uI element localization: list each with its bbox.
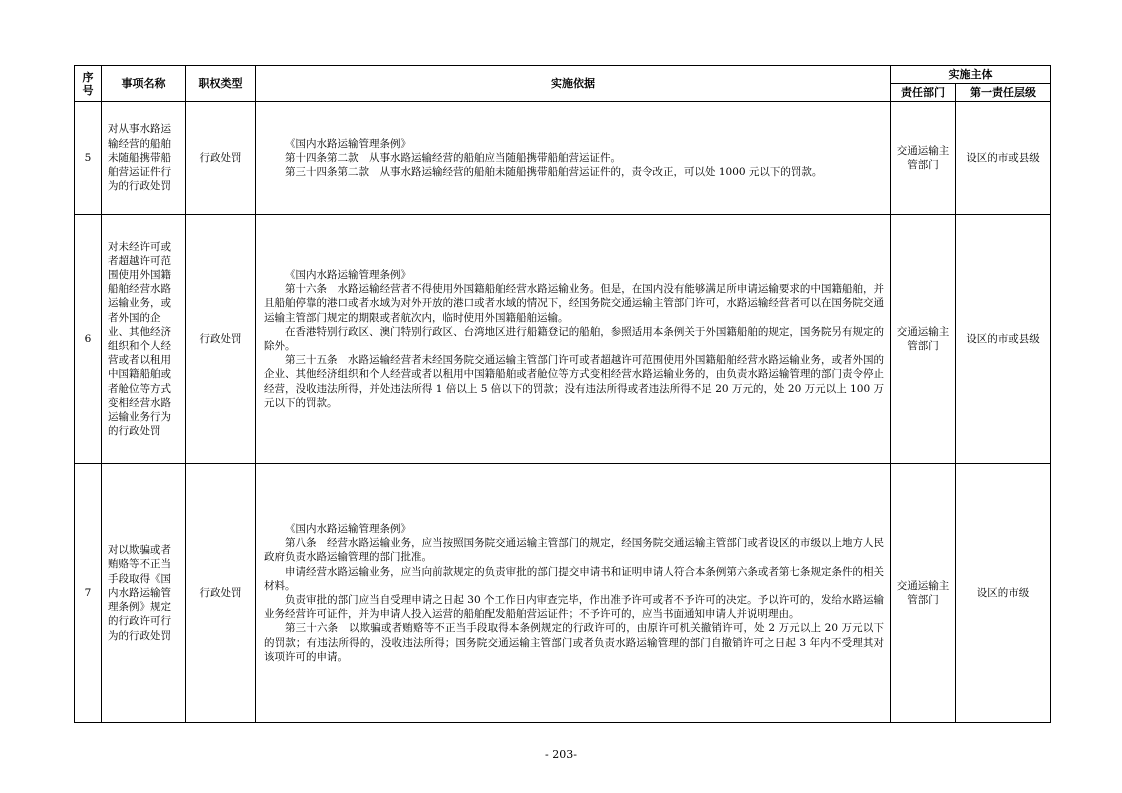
basis-paragraph: 在香港特别行政区、澳门特别行政区、台湾地区进行船籍登记的船舶，参照适用本条例关于外国籍船舶的规定，国务院另有规定的除外。 [264, 325, 884, 352]
permission-table [74, 65, 1051, 723]
item-name: 对以欺骗或者贿赂等不正当手段取得《国内水路运输管理条例》规定的行政许可行为的行政处罚 [102, 464, 186, 723]
page-number: - 203- [545, 748, 577, 761]
basis-title: 《国内水路运输管理条例》 [285, 268, 411, 281]
power-type: 行政处罚 [186, 102, 256, 215]
power-type: 行政处罚 [186, 464, 256, 723]
header-name: 事项名称 [102, 66, 186, 102]
header-basis: 实施依据 [256, 66, 891, 102]
header-type: 职权类型 [186, 66, 256, 102]
basis-paragraph: 第三十五条 水路运输经营者未经国务院交通运输主管部门许可或者超越许可范围使用外国籍船舶经营水路运输业务，或者外国的企业、其他经济组织和个人经营或者以租用中国籍船舶或者舱位等方式变相经营水路运输业务的，由负责水路运输管理的部门责令停止经营，没收违法所得，并处违法所得 1 倍以上 5 倍以下的罚款；没有违法所得或者违法所得不足 20 万元的，处 20 万元以上 100 万元以下的罚款。 [264, 354, 884, 409]
header-dept: 责任部门 [891, 84, 956, 102]
power-type: 行政处罚 [186, 215, 256, 464]
legal-basis [256, 464, 891, 723]
responsible-dept: 交通运输主管部门 [891, 215, 956, 464]
basis-paragraph: 第三十四条第二款 从事水路运输经营的船舶未随船携带船舶营运证件的，责令改正，可以处 1000 元以下的罚款。 [285, 166, 823, 179]
row-number: 6 [75, 215, 102, 464]
responsibility-level: 设区的市级 [956, 464, 1051, 723]
basis-paragraph: 申请经营水路运输业务，应当向前款规定的负责审批的部门提交申请书和证明申请人符合本条例第六条或者第七条规定条件的相关材料。 [264, 565, 884, 592]
responsible-dept: 交通运输主管部门 [891, 102, 956, 215]
table-row [75, 102, 1051, 215]
basis-paragraph: 负责审批的部门应当自受理申请之日起 30 个工作日内审查完毕，作出准予许可或者不予许可的决定。予以许可的，发给水路运输业务经营许可证件，并为申请人投入运营的船舶配发船舶营运证件；不予许可的，应当书面通知申请人并说明理由。 [264, 594, 884, 621]
item-name: 对未经许可或者超越许可范围使用外国籍船舶经营水路运输业务，或者外国的企业、其他经济组织和个人经营或者以租用中国籍船舶或者舱位等方式变相经营水路运输业务行为的行政处罚 [102, 215, 186, 464]
basis-title: 《国内水路运输管理条例》 [285, 522, 411, 535]
header-subject: 实施主体 [891, 66, 1051, 84]
row-number: 7 [75, 464, 102, 723]
header-level: 第一责任层级 [956, 84, 1051, 102]
responsibility-level: 设区的市或县级 [956, 215, 1051, 464]
legal-basis [256, 102, 891, 215]
item-name: 对从事水路运输经营的船舶未随船携带船舶营运证件行为的行政处罚 [102, 102, 186, 215]
row-number: 5 [75, 102, 102, 215]
basis-paragraph: 第十六条 水路运输经营者不得使用外国籍船舶经营水路运输业务。但是，在国内没有能够满足所申请运输要求的中国籍船舶，并且船舶停靠的港口或者水域为对外开放的港口或者水域的情况下，经国务院交通运输主管部门许可，水路运输经营者可以在国务院交通运输主管部门规定的期限或者航次内，临时使用外国籍船舶运输。 [264, 283, 884, 324]
header-seq: 序号 [75, 66, 102, 102]
basis-paragraph: 第三十六条 以欺骗或者贿赂等不正当手段取得本条例规定的行政许可的，由原许可机关撤销许可，处 2 万元以上 20 万元以下的罚款；有违法所得的，没收违法所得；国务院交通运输主管部门或者负责水路运输管理的部门自撤销许可之日起 3 年内不受理其对该项许可的申请。 [264, 622, 884, 663]
responsible-dept: 交通运输主管部门 [891, 464, 956, 723]
table-row [75, 215, 1051, 464]
legal-basis [256, 215, 891, 464]
responsibility-level: 设区的市或县级 [956, 102, 1051, 215]
basis-paragraph: 第八条 经营水路运输业务，应当按照国务院交通运输主管部门的规定，经国务院交通运输主管部门或者设区的市级以上地方人民政府负责水路运输管理的部门批准。 [264, 537, 884, 564]
table-row [75, 464, 1051, 723]
basis-title: 《国内水路运输管理条例》 [285, 137, 411, 150]
basis-paragraph: 第十四条第二款 从事水路运输经营的船舶应当随船携带船舶营运证件。 [285, 151, 621, 164]
